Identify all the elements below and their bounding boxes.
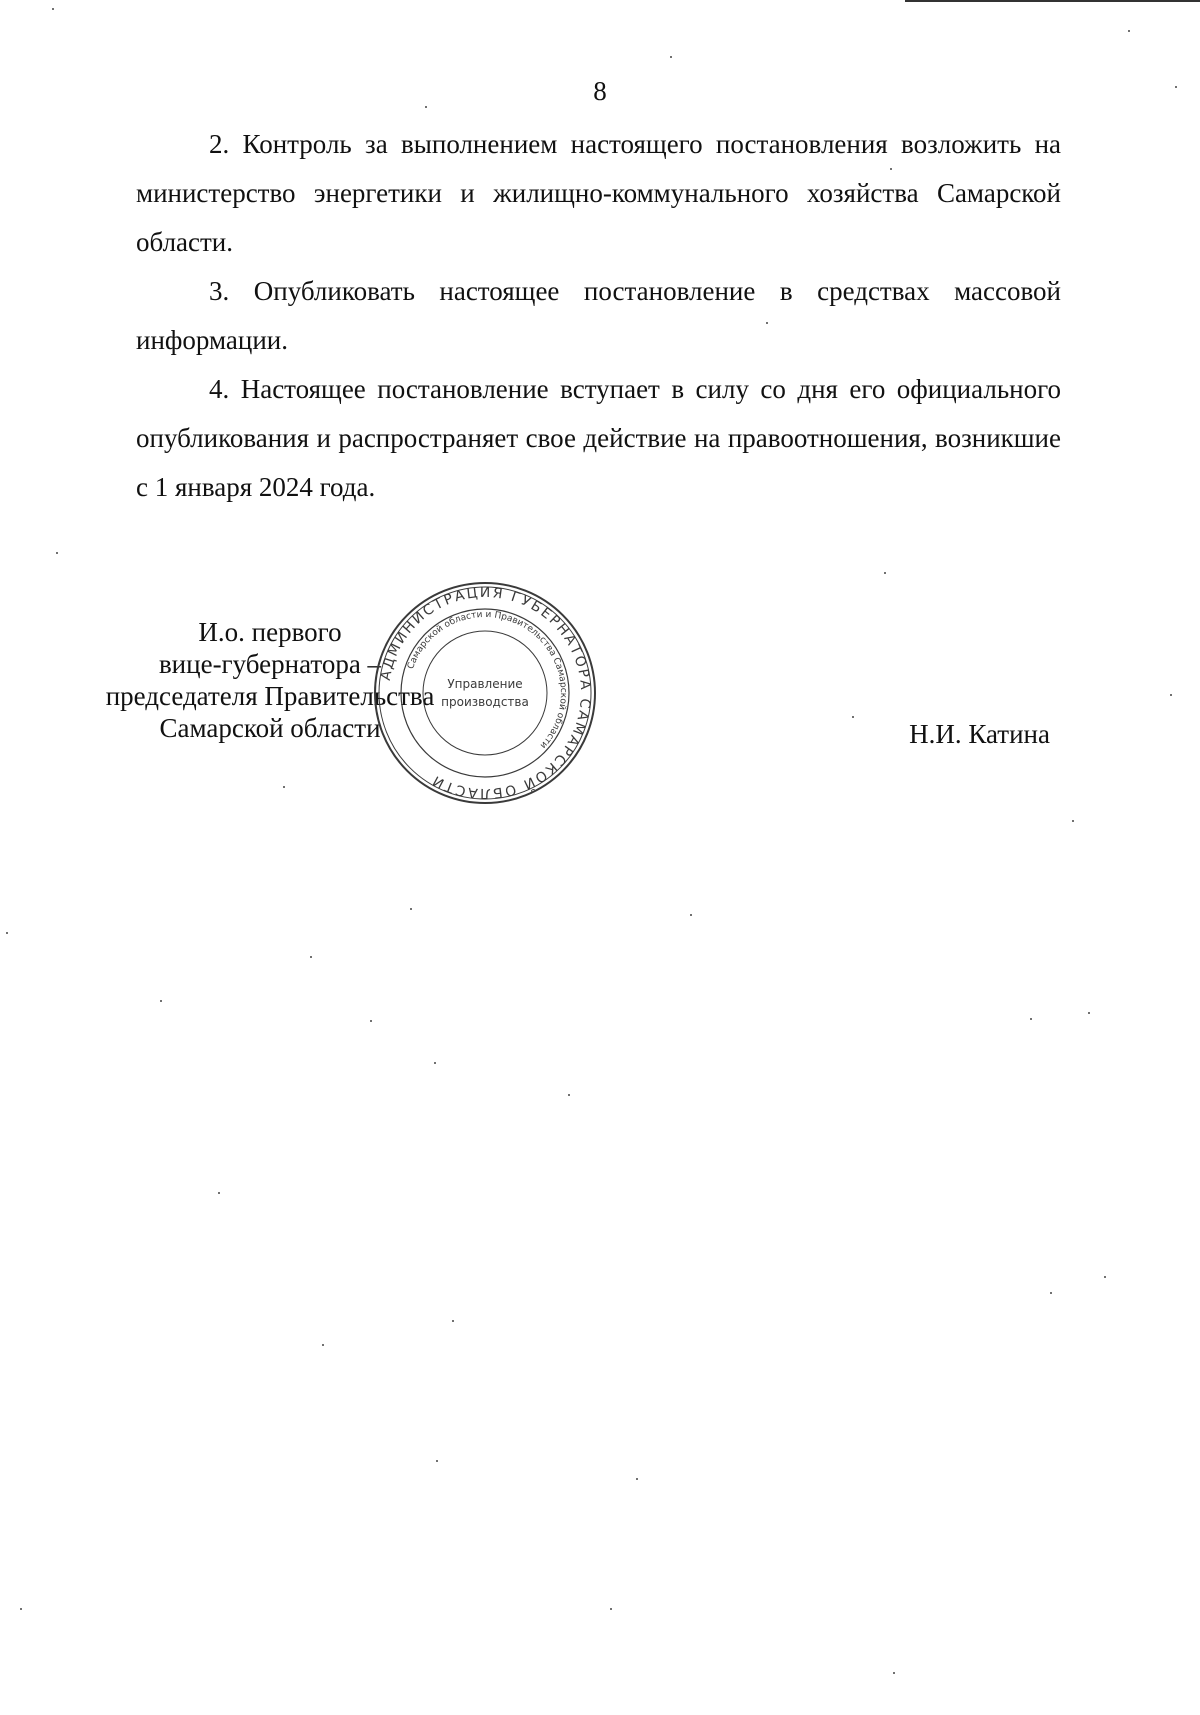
- paragraph-3: 3. Опубликовать настоящее постановление в средствах массовой информации.: [136, 276, 1061, 355]
- scan-speck: [1104, 1276, 1106, 1278]
- signatory-title-line: вице-губернатора –: [158, 649, 382, 679]
- seal-outer-text: АДМИНИСТРАЦИЯ ГУБЕРНАТОРА САМАРСКОЙ ОБЛАСТИ: [377, 584, 594, 802]
- scan-speck: [20, 1608, 22, 1610]
- scan-speck: [322, 1344, 324, 1346]
- scan-speck: [160, 1000, 162, 1002]
- scan-speck: [452, 1320, 454, 1322]
- scan-speck: [568, 1094, 570, 1096]
- scan-speck: [425, 106, 427, 108]
- scan-speck: [893, 1672, 895, 1674]
- seal-inner-text: Самарской области и Правительства Самарской области: [406, 609, 569, 751]
- top-edge-rule: [905, 0, 1200, 2]
- signatory-title-line: председателя Правительства: [105, 681, 435, 711]
- paragraph-4: 4. Настоящее постановление вступает в силу со дня его официального опубликования и распространяет свое действие на правоотношения, возникшие с 1 января 2024 года.: [136, 374, 1061, 502]
- scan-speck: [436, 1460, 438, 1462]
- paragraph-2: 2. Контроль за выполнением настоящего постановления возложить на министерство энергетики и жилищно-коммунального хозяйства Самарской области.: [136, 129, 1061, 257]
- scan-speck: [636, 1478, 638, 1480]
- scan-speck: [690, 914, 692, 916]
- scan-speck: [766, 322, 768, 324]
- official-seal-stamp: [370, 578, 600, 808]
- seal-center-line-2: производства: [441, 695, 529, 709]
- scan-speck: [852, 716, 854, 718]
- scan-speck: [1088, 1012, 1090, 1014]
- scan-speck: [670, 56, 672, 58]
- signatory-title-line: Самарской области: [159, 713, 381, 743]
- seal-center-line-1: Управление: [447, 677, 523, 691]
- page-number: 8: [593, 76, 607, 106]
- scan-speck: [1128, 30, 1130, 32]
- scan-speck: [56, 552, 58, 554]
- scan-speck: [52, 8, 54, 10]
- scan-speck: [1050, 1292, 1052, 1294]
- scan-speck: [1072, 820, 1074, 822]
- scan-speck: [410, 908, 412, 910]
- document-body: [136, 120, 1061, 512]
- scan-speck: [610, 1608, 612, 1610]
- scan-speck: [1170, 694, 1172, 696]
- scan-speck: [884, 572, 886, 574]
- scan-speck: [434, 1062, 436, 1064]
- scan-speck: [6, 932, 8, 934]
- scan-speck: [310, 956, 312, 958]
- scan-speck: [218, 1192, 220, 1194]
- signatory-title-line: И.о. первого: [198, 617, 342, 647]
- scan-speck: [370, 1020, 372, 1022]
- scan-speck: [890, 168, 892, 170]
- signatory-name: Н.И. Катина: [909, 719, 1050, 749]
- scan-speck: [1175, 86, 1177, 88]
- scan-speck: [283, 786, 285, 788]
- scan-speck: [1030, 1018, 1032, 1020]
